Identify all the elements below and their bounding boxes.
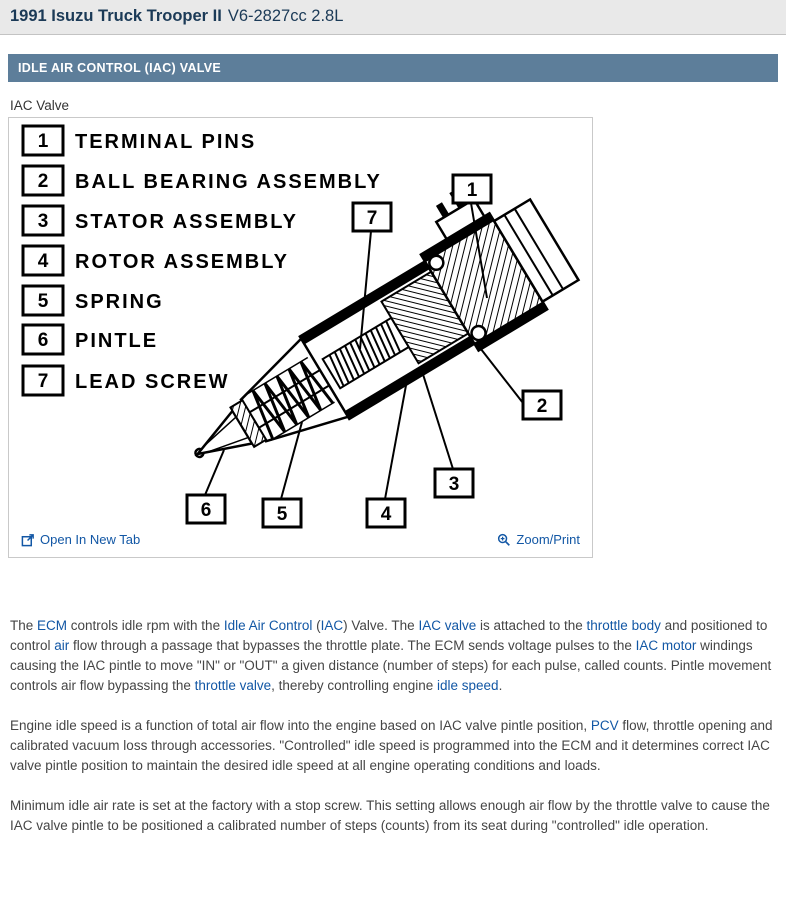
zoom-icon xyxy=(497,533,511,547)
text-run: windings causing the IAC pintle to move "IN" or "OUT" a given distance (number of steps) for each pulse, called counts. Pintle movement controls air flow bypassing the xyxy=(10,638,772,693)
leader-line-3 xyxy=(421,368,453,469)
legend-item xyxy=(23,246,289,275)
callout-number: 6 xyxy=(200,500,212,521)
text-run: . xyxy=(498,678,503,693)
callout-number: 5 xyxy=(276,504,288,525)
text-run: , thereby controlling engine xyxy=(271,678,437,693)
content xyxy=(0,98,786,870)
inline-link[interactable]: IAC valve xyxy=(418,618,477,633)
callout-box-7 xyxy=(353,203,391,231)
legend-number: 2 xyxy=(37,171,49,192)
legend-item xyxy=(23,166,382,195)
text-run: is attached to the xyxy=(476,618,587,633)
leader-line-2 xyxy=(477,344,523,403)
legend-label: LEAD SCREW xyxy=(75,371,230,393)
callout-number: 4 xyxy=(380,504,392,525)
legend-label: SPRING xyxy=(75,291,164,313)
open-in-new-tab-label: Open In New Tab xyxy=(40,532,141,547)
text-run: ) Valve. The xyxy=(343,618,419,633)
body-paragraph-1 xyxy=(10,616,778,696)
callout-box-4 xyxy=(367,499,405,527)
figure-box xyxy=(8,117,593,558)
inline-link[interactable]: ECM xyxy=(37,618,68,633)
legend-number: 1 xyxy=(37,131,49,152)
legend-item xyxy=(23,206,298,235)
figure-footer xyxy=(9,530,592,557)
text-run: ( xyxy=(312,618,321,633)
vehicle-subtitle: V6-2827cc 2.8L xyxy=(227,7,344,25)
legend-label: TERMINAL PINS xyxy=(75,131,257,153)
callout-box-2 xyxy=(523,391,561,419)
callout-box-6 xyxy=(187,495,225,523)
callout-number: 1 xyxy=(466,180,478,201)
figure-caption: IAC Valve xyxy=(10,98,70,113)
callout-number: 3 xyxy=(448,474,460,495)
callout-box-1 xyxy=(453,175,491,203)
section-header-bar xyxy=(8,54,778,82)
inline-link[interactable]: idle speed xyxy=(437,678,499,693)
zoom-print-label: Zoom/Print xyxy=(516,532,580,547)
text-run: flow through a passage that bypasses the throttle plate. The ECM sends voltage pulses to the xyxy=(69,638,636,653)
callout-box-3 xyxy=(435,469,473,497)
legend-number: 5 xyxy=(37,291,49,312)
legend-number: 7 xyxy=(37,371,49,392)
inline-link[interactable]: IAC motor xyxy=(635,638,697,653)
open-in-new-tab-link[interactable] xyxy=(21,532,140,547)
text-run: Engine idle speed is a function of total air flow into the engine based on IAC valve pintle position, xyxy=(10,718,591,733)
legend-label: STATOR ASSEMBLY xyxy=(75,211,298,233)
legend-item xyxy=(23,325,158,354)
body-paragraph-3 xyxy=(10,796,778,836)
vehicle-title: 1991 Isuzu Truck Trooper II xyxy=(10,7,222,25)
legend-label: BALL BEARING ASSEMBLY xyxy=(75,171,382,193)
leader-line-4 xyxy=(385,380,407,499)
zoom-print-link[interactable] xyxy=(497,532,580,547)
text-run: Minimum idle air rate is set at the factory with a stop screw. This setting allows enough air flow by the throttle valve to cause the IAC valve pintle to be positioned a calibrated number of steps (counts) from its seat during "controlled" idle operation. xyxy=(10,798,770,833)
text-run: and positioned to control xyxy=(10,618,768,653)
body-text xyxy=(8,616,778,870)
legend-item xyxy=(23,126,256,155)
inline-link[interactable]: air xyxy=(54,638,70,653)
inline-link[interactable]: throttle valve xyxy=(194,678,272,693)
open-in-new-tab-icon xyxy=(21,533,35,547)
inline-link[interactable]: PCV xyxy=(590,718,619,733)
section-title: IDLE AIR CONTROL (IAC) VALVE xyxy=(18,61,222,75)
text-run: controls idle rpm with the xyxy=(67,618,224,633)
text-run: flow, throttle opening and calibrated vacuum loss through accessories. "Controlled" idle speed is programmed into the ECM and it determines correct IAC valve pintle position to maintain the desired idle speed at all engine operating conditions and loads. xyxy=(10,718,773,773)
callout-number: 7 xyxy=(366,208,378,229)
legend-number: 6 xyxy=(37,330,49,351)
leader-line-6 xyxy=(205,450,224,495)
body-paragraph-2 xyxy=(10,716,778,776)
legend-number: 3 xyxy=(37,211,49,232)
legend-item xyxy=(23,286,164,315)
inline-link[interactable]: throttle body xyxy=(586,618,661,633)
callout-box-5 xyxy=(263,499,301,527)
callout-number: 2 xyxy=(536,396,548,417)
legend-item xyxy=(23,366,229,395)
legend-label: PINTLE xyxy=(75,330,159,352)
text-run: The xyxy=(10,618,38,633)
inline-link[interactable]: IAC xyxy=(320,618,344,633)
legend-number: 4 xyxy=(37,251,49,272)
page-header xyxy=(0,0,786,35)
iac-valve-diagram xyxy=(9,118,592,530)
legend-label: ROTOR ASSEMBLY xyxy=(75,251,289,273)
inline-link[interactable]: Idle Air Control xyxy=(223,618,313,633)
